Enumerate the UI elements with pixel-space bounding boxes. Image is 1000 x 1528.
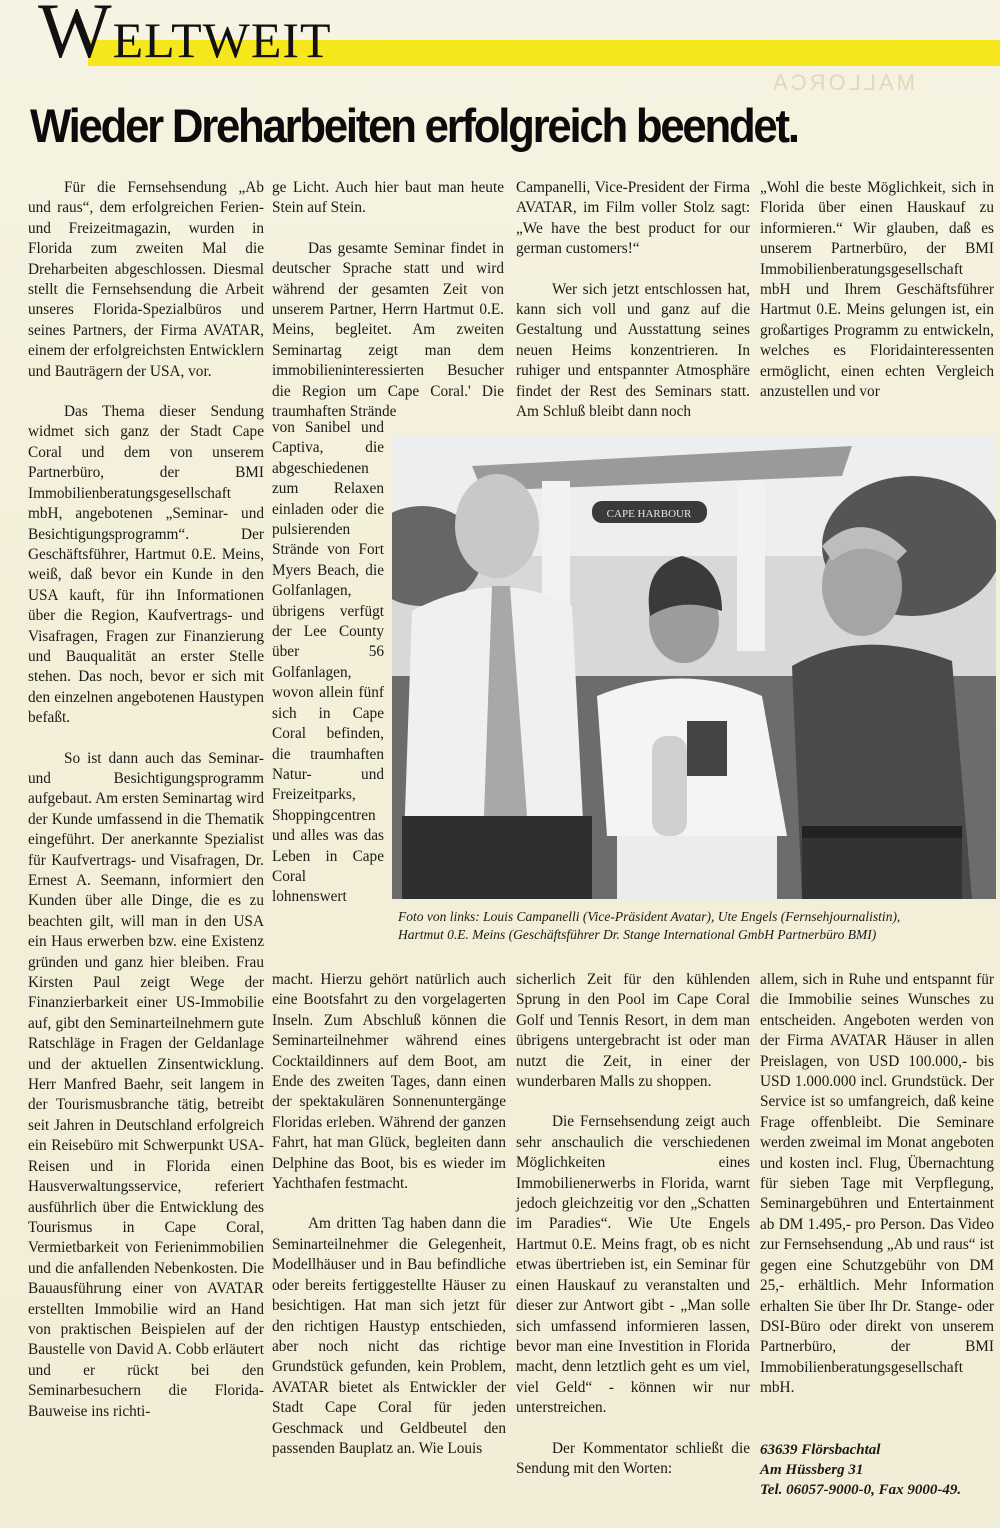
headline: Wieder Dreharbeiten erfolgreich beendet. (30, 99, 798, 152)
article-column-3-bottom (516, 970, 750, 1479)
article-column-2-top (272, 178, 504, 422)
contact-address (760, 1440, 1000, 1500)
article-photo (392, 436, 996, 899)
sign-text: CAPE HARBOUR (606, 508, 692, 520)
article-column-3-top (516, 178, 750, 422)
photo-illustration (392, 436, 996, 899)
paragraph: Am dritten Tag haben dann die Seminarteilnehmer die Gelegenheit, Modellhäuser und in Bau befindliche oder bereits fertiggestellte Häuser zu besichtigen. Hat man sich jetzt für den richtigen Haustyp entschieden, aber noch nicht das richtige Grundstück gefunden, kein Problem, AVATAR bietet als Entwickler der Stadt Cape Coral für jeden Geschmack und Geldbeutel den passenden Bauplatz an. Wie Louis (272, 1215, 506, 1457)
bleed-through-text: MALLORCA (770, 70, 916, 95)
section-rest: ELTWEIT (112, 12, 332, 68)
article-column-2-bottom (272, 970, 506, 1459)
paragraph: macht. Hierzu gehört natürlich auch eine Bootsfahrt zu den vorgelagerten Inseln. Zum Abschluß können die Seminarteilnehmer während eines Cocktaildinners auf dem Boot, am Ende des zweiten Tages, dann einen der spektakulären Sonnenuntergänge Floridas erleben. Während der ganzen Fahrt, hat man Glück, begleiten dann Delphine das Boot, bis es wieder im Yachthafen festmacht. (272, 971, 506, 1193)
paragraph: Wer sich jetzt entschlossen hat, kann sich voll und ganz auf die Gestaltung und Ausstattung seines neuen Heims konzentrieren. In ruhiger und entspannter Atmosphäre findet der Rest des Seminars statt. Am Schluß bleibt dann noch (516, 280, 750, 421)
section-initial: W (38, 0, 113, 74)
paragraph: Das Thema dieser Sendung widmet sich ganz der Stadt Cape Coral und dem von unserem Partnerbüro, der BMI Immobilienberatungsgesellschaft mbH, angebotenen „Seminar- und Besichtigungsprogramm“. Der Geschäftsführer, Hartmut 0.E. Meins, weiß, daß bevor ein Kunde in den USA kauft, für ihn Informationen über die Region, Kaufvertrags- und Visafragen, Fragen zur Finanzierung und Bauqualität an erster Stelle stehen. Das noch, bevor er sich mit den einzelnen angebotenen Haustypen befaßt. (28, 403, 264, 727)
caption-line: Foto von links: Louis Campanelli (Vice-Präsident Avatar), Ute Engels (Fernsehjournalistin), (398, 909, 901, 924)
paragraph: So ist dann auch das Seminar- und Besichtigungsprogramm aufgebaut. Am ersten Seminartag wird der Kunde umfassend in die Thematik eingeführt. Der anerkannte Spezialist für Kaufvertrags- und Visafragen, Dr. Ernest A. Seemann, informiert den Kunden über alle Dinge, die es zu beachten gilt, will man in den USA ein Haus erwerben bzw. eine Existenz gründen und ganz hier bleiben. Frau Kirsten Paul zeigt Wege der Finanzierbarkeit einer US-Immobilie auf, gibt den Seminarteilnehmern gute Ratschläge in Fragen der Geldanlage und der aktuellen Zinsentwicklung. Herr Manfred Baehr, seit langem in der Tourismusbranche tätig, betreibt seit Jahren in Deutschland erfolgreich ein Reisebüro mit Schwerpunkt USA-Reisen und in Florida einen Hausverwaltungsservice, referiert ausführlich über die Entwicklung des Tourismus in Cape Coral, Vermietbarkeit von Ferienimmobilien und die anfallenden Nebenkosten. Die Bauausführung einer von AVATAR erstellten Immobilie wird an Hand von praktischen Beispielen auf der Baustelle von David A. Cobb erläutert und er rückt bei den Seminarbesuchern die Florida-Bauweise ins richti- (28, 749, 264, 1420)
paragraph: Der Kommentator schließt die Sendung mit den Worten: (516, 1439, 750, 1477)
article-column-4-bottom (760, 970, 994, 1399)
paragraph: Für die Fernsehsendung „Ab und raus“, dem erfolgreichen Ferien- und Freizeitmagazin, wurden in Florida zum zweiten Mal die Dreharbeiten abgeschlossen. Diesmal stellt die Fernsehsendung die Arbeit unseres Florida-Spezialbüros und seines Partners, der Firma AVATAR, einem der erfolgreichsten Entwicklern und Bauträgern der USA, vor. (28, 179, 264, 380)
paragraph: „Wohl die beste Möglichkeit, sich in Florida über einen Hauskauf zu informieren.“ Wir glauben, daß es unserem Partnerbüro, der BMI Immobilienberatungsgesellschaft mbH und Ihrem Geschäftsführer Hartmut 0.E. Meins gelungen ist, ein großartiges Programm zu entwickeln, welches es Floridainteressenten ermöglicht, einen echten Vergleich anzustellen und vor (760, 179, 994, 401)
section-heading (38, 0, 332, 76)
address-street: Am Hüssberg 31 (760, 1462, 864, 1478)
paragraph: Die Fernsehsendung zeigt auch sehr anschaulich die verschiedenen Möglichkeiten eines Immobilienerwerbs in Florida, warnt jedoch gleichzeitig vor den „Schatten im Paradies“. Wie Ute Engels Hartmut 0.E. Meins fragt, ob es nicht etwas übertrieben ist, ein Seminar für einen Hauskauf zu veranstalten und dieser zur Antwort gibt - „Man solle sich umfassend informieren lassen, bevor man eine Investition in Florida macht, denn letztlich geht es um viel, viel Geld“ - können wir nur unterstreichen. (516, 1113, 750, 1417)
paragraph: Campanelli, Vice-President der Firma AVATAR, im Film voller Stolz sagt: „We have the best product for our german customers!“ (516, 179, 750, 258)
paragraph: ge Licht. Auch hier baut man heute Stein auf Stein. (272, 179, 504, 217)
caption-line: Hartmut 0.E. Meins (Geschäftsführer Dr. Stange International GmbH Partnerbüro BMI) (398, 927, 877, 942)
paragraph: sicherlich Zeit für den kühlenden Sprung in den Pool im Cape Coral Golf und Tennis Resort, in dem man übrigens untergebracht ist oder man nutzt die Zeit, in einer der wunderbaren Malls zu shoppen. (516, 971, 750, 1091)
article-column-2-narrow (272, 418, 384, 908)
article-column-1 (28, 178, 264, 1422)
photo-caption (398, 908, 998, 944)
paragraph: von Sanibel und Captiva, die abgeschiedenen zum Relaxen einladen oder die pulsierenden Strände von Fort Myers Beach, die Golfanlagen, übrigens verfügt der Lee County über 56 Golfanlagen, wovon allein fünf sich in Cape Coral befinden, die traumhaften Natur- und Freizeitparks, Shoppingcentren und alles was das Leben in Cape Coral lohnenswert (272, 419, 384, 906)
paragraph: allem, sich in Ruhe und entspannt für die Immobilie seines Wunsches zu entscheiden. Angeboten werden von der Firma AVATAR Häuser in allen Preislagen, von USD 100.000,- bis USD 1.000.000 incl. Grundstück. Der Service ist so umfangreich, daß keine Frage offenbleibt. Die Seminare werden zweimal im Monat angeboten und kosten incl. Flug, Übernachtung für sieben Tage mit Verpflegung, Seminargebühren und Entertainment ab DM 1.495,- pro Person. Das Video zur Fernsehsendung „Ab und raus“ ist gegen eine Schutzgebühr von DM 25,- erhältlich. Mehr Information erhalten Sie über Ihr Dr. Stange- oder DSI-Büro oder direkt von unserem Partnerbüro, der BMI Immobilienberatungsgesellschaft mbH. (760, 971, 994, 1397)
address-phone-fax: Tel. 06057-9000-0, Fax 9000-49. (760, 1482, 962, 1498)
address-city: 63639 Flörsbachtal (760, 1442, 881, 1458)
article-column-4-top (760, 178, 994, 402)
paragraph: Das gesamte Seminar findet in deutscher Sprache statt und wird während der gesamten Zeit von unserem Partner, Herrn Hartmut 0.E. Meins, begleitet. Am zweiten Seminartag zeigt man dem immobilieninteressierten Besucher die Region um Cape Coral.' Die traumhaften Strände (272, 239, 504, 421)
